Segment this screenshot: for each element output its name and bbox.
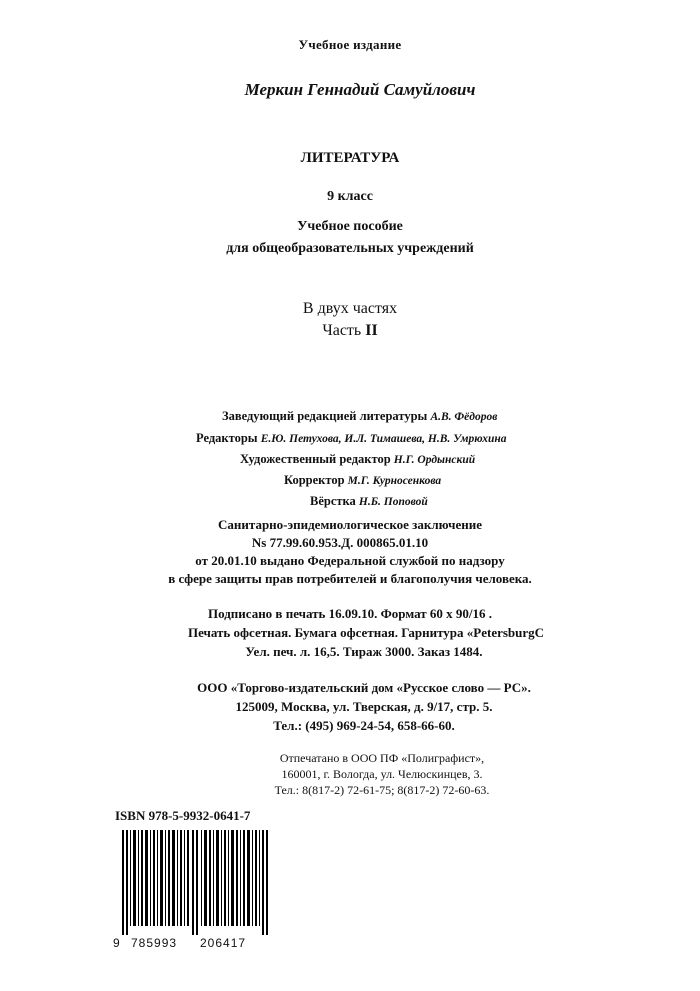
credit-role: Художественный редактор	[240, 452, 394, 466]
sanitary-line-2: Ns 77.99.60.953.Д. 000865.01.10	[251, 535, 429, 550]
barcode-image	[112, 830, 278, 935]
credit-person: Е.Ю. Петухова, И.Л. Тимашева, Н.В. Умрюхина	[260, 433, 507, 445]
sanitary-line-3: от 20.01.10 выдано Федеральной службой по надзору	[195, 553, 505, 568]
sanitary-line-4: в сфере защиты прав потребителей и благополучия человека.	[168, 571, 532, 586]
credit-person: М.Г. Курносенкова	[347, 475, 442, 487]
edition-type: Учебное издание	[298, 37, 402, 52]
subtitle-line-1: Учебное пособие	[297, 219, 403, 234]
part-label: Часть	[322, 322, 366, 339]
credit-editors	[196, 431, 507, 446]
barcode-digit-first: 9	[113, 936, 120, 950]
credit-art-editor	[240, 452, 475, 467]
credit-role: Заведующий редакцией литературы	[222, 409, 431, 423]
printer-line-1: Отпечатано в ООО ПФ «Полиграфист»,	[279, 751, 485, 765]
book-title: ЛИТЕРАТУРА	[300, 150, 400, 166]
credit-role: Вёрстка	[310, 494, 359, 508]
credit-layout	[310, 494, 428, 509]
print-line-3: Уел. печ. л. 16,5. Тираж 3000. Заказ 1484.	[245, 644, 483, 659]
publisher-line-1: ООО «Торгово-издательский дом «Русское слово — РС».	[197, 680, 531, 695]
credit-person: Н.Г. Ордынский	[393, 454, 476, 466]
printer-line-3: Тел.: 8(817-2) 72-61-75; 8(817-2) 72-60-63.	[274, 783, 490, 797]
grade-label: 9 класс	[327, 189, 373, 204]
credit-role: Корректор	[284, 473, 348, 487]
publisher-line-2: 125009, Москва, ул. Тверская, д. 9/17, стр. 5.	[235, 699, 493, 714]
barcode-digits-left: 785993	[131, 936, 178, 950]
print-line-2: Печать офсетная. Бумага офсетная. Гарнитура «PetersburgC	[187, 625, 545, 640]
credit-proofreader	[284, 473, 441, 488]
credit-person: Н.Б. Поповой	[358, 496, 428, 508]
credit-person: А.В. Фёдоров	[430, 411, 498, 423]
isbn-label: ISBN 978-5-9932-0641-7	[115, 808, 251, 823]
subtitle-line-2: для общеобразовательных учреждений	[226, 241, 474, 256]
credit-role: Редакторы	[196, 431, 261, 445]
part-number: II	[365, 322, 378, 339]
author-name: Меркин Геннадий Самуйлович	[244, 80, 476, 99]
parts-line: В двух частях	[302, 300, 398, 317]
credit-editor-in-chief	[222, 409, 497, 424]
barcode-digits-right: 206417	[200, 936, 247, 950]
print-line-1: Подписано в печать 16.09.10. Формат 60 x 90/16 .	[207, 606, 493, 621]
printer-line-2: 160001, г. Вологда, ул. Челюскинцев, 3.	[281, 767, 483, 781]
part-number-line	[0, 322, 700, 340]
publisher-line-3: Тел.: (495) 969-24-54, 658-66-60.	[273, 718, 455, 733]
sanitary-line-1: Санитарно-эпидемиологическое заключение	[218, 517, 482, 532]
